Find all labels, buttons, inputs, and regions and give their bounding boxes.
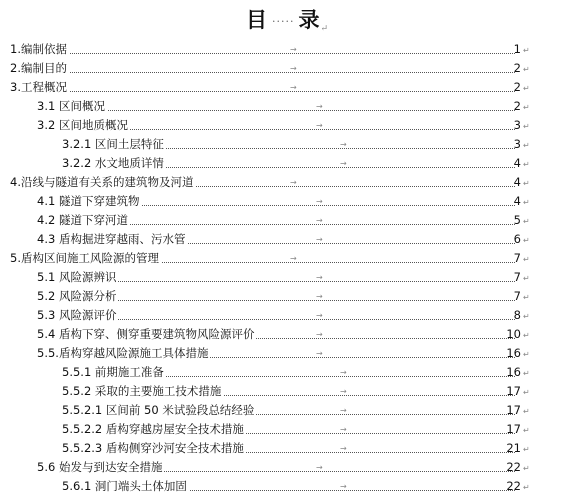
paragraph-mark-icon: ↵ <box>523 255 530 264</box>
toc-entry[interactable] <box>0 173 575 192</box>
toc-dot-leader <box>10 53 515 54</box>
tab-mark-icon: → <box>340 159 347 168</box>
toc-title <box>0 4 575 34</box>
toc-entry[interactable] <box>0 325 575 344</box>
paragraph-mark-icon: ↵ <box>523 331 530 340</box>
paragraph-mark-icon: ↵ <box>523 369 530 378</box>
toc-entry[interactable] <box>0 306 575 325</box>
tab-mark-icon: → <box>316 102 323 111</box>
tab-mark-icon: → <box>316 121 323 130</box>
toc-entry-page: 7 <box>513 251 521 265</box>
paragraph-mark-icon: ↵ <box>523 160 530 169</box>
toc-entry-label: 5.5.盾构穿越风险源施工具体措施 <box>37 344 210 363</box>
toc-entry-label: 5.6 始发与到达安全措施 <box>37 458 164 477</box>
toc-entry-label: 5.1 风险源辨识 <box>37 268 118 287</box>
tab-mark-icon: → <box>316 463 323 472</box>
toc-entry[interactable] <box>0 477 575 496</box>
toc-entry[interactable] <box>0 249 575 268</box>
toc-entry-label: 5.5.2.3 盾构侧穿沙河安全技术措施 <box>62 439 246 458</box>
toc-entry[interactable] <box>0 401 575 420</box>
tab-mark-icon: → <box>290 64 297 73</box>
toc-title-left: 目 <box>245 7 268 32</box>
toc-entry-label: 1.编制依据 <box>10 40 69 59</box>
toc-entry-label: 5.5.2 采取的主要施工技术措施 <box>62 382 223 401</box>
paragraph-mark-icon: ↵ <box>523 388 530 397</box>
tab-mark-icon: → <box>290 178 297 187</box>
tab-mark-icon: → <box>340 425 347 434</box>
toc-entry-label: 5.2 风险源分析 <box>37 287 118 306</box>
tab-mark-icon: → <box>316 273 323 282</box>
toc-entry-label: 5.5.2.2 盾构穿越房屋安全技术措施 <box>62 420 246 439</box>
toc-entry-label: 5.5.1 前期施工准备 <box>62 363 166 382</box>
toc-entry-page: 17 <box>506 403 521 417</box>
paragraph-mark-icon: ↵ <box>523 483 530 492</box>
toc-dot-leader <box>37 110 515 111</box>
toc-entry-label: 2.编制目的 <box>10 59 69 78</box>
paragraph-mark-icon: ↵ <box>523 426 530 435</box>
paragraph-mark-icon: ↵ <box>523 198 530 207</box>
toc-entry-page: 17 <box>506 384 521 398</box>
toc-entry-page: 17 <box>506 422 521 436</box>
toc-entry-page: 22 <box>506 460 521 474</box>
toc-entry-label: 3.工程概况 <box>10 78 69 97</box>
tab-mark-icon: → <box>340 387 347 396</box>
tab-mark-icon: → <box>340 140 347 149</box>
toc-entry-page: 10 <box>506 327 521 341</box>
tab-mark-icon: → <box>316 292 323 301</box>
toc-title-gap: ····· <box>271 15 295 28</box>
paragraph-mark-icon: ↵ <box>523 236 530 245</box>
toc-entry-label: 5.5.2.1 区间前 50 米试验段总结经验 <box>62 401 256 420</box>
toc-entry-label: 3.2.2 水文地质详情 <box>62 154 166 173</box>
toc-entry[interactable] <box>0 363 575 382</box>
toc-entry[interactable] <box>0 439 575 458</box>
toc-entry-page: 22 <box>506 479 521 493</box>
tab-mark-icon: → <box>316 235 323 244</box>
paragraph-mark-icon: ↵ <box>523 407 530 416</box>
toc-entry-label: 3.1 区间概况 <box>37 97 107 116</box>
paragraph-mark-icon: ↵ <box>523 217 530 226</box>
toc-entry-page: 2 <box>513 99 521 113</box>
paragraph-mark-icon: ↵ <box>523 65 530 74</box>
toc-dot-leader <box>10 91 515 92</box>
paragraph-mark-icon: ↵ <box>523 84 530 93</box>
paragraph-mark-icon: ↵ <box>523 103 530 112</box>
toc-entry-label: 4.3 盾构掘进穿越雨、污水管 <box>37 230 187 249</box>
toc-entry[interactable] <box>0 287 575 306</box>
toc-entry-label: 5.6.1 洞门端头土体加固 <box>62 477 189 496</box>
paragraph-mark-icon: ↵ <box>523 293 530 302</box>
tab-mark-icon: → <box>340 368 347 377</box>
toc-entry-page: 7 <box>513 270 521 284</box>
tab-mark-icon: → <box>340 482 347 491</box>
toc-entry-label: 4.沿线与隧道有关系的建筑物及河道 <box>10 173 195 192</box>
paragraph-mark-icon: ↵ <box>320 24 330 34</box>
toc-entry[interactable] <box>0 420 575 439</box>
toc-entry[interactable] <box>0 382 575 401</box>
paragraph-mark-icon: ↵ <box>523 179 530 188</box>
paragraph-mark-icon: ↵ <box>523 141 530 150</box>
toc-entry-page: 8 <box>513 308 521 322</box>
toc-entry[interactable] <box>0 230 575 249</box>
paragraph-mark-icon: ↵ <box>523 312 530 321</box>
toc-entry-page: 7 <box>513 289 521 303</box>
toc-entry-label: 5.3 风险源评价 <box>37 306 118 325</box>
tab-mark-icon: → <box>290 45 297 54</box>
tab-mark-icon: → <box>316 349 323 358</box>
tab-mark-icon: → <box>316 311 323 320</box>
toc-entry[interactable] <box>0 154 575 173</box>
toc-entry[interactable] <box>0 116 575 135</box>
toc-entry[interactable] <box>0 135 575 154</box>
paragraph-mark-icon: ↵ <box>523 464 530 473</box>
toc-entry[interactable] <box>0 344 575 363</box>
toc-entry[interactable] <box>0 211 575 230</box>
toc-entry[interactable] <box>0 268 575 287</box>
toc-entry-page: 16 <box>506 365 521 379</box>
tab-mark-icon: → <box>316 216 323 225</box>
toc-entry-page: 3 <box>513 118 521 132</box>
paragraph-mark-icon: ↵ <box>523 122 530 131</box>
paragraph-mark-icon: ↵ <box>523 274 530 283</box>
toc-entry-label: 3.2 区间地质概况 <box>37 116 130 135</box>
tab-mark-icon: → <box>290 83 297 92</box>
paragraph-mark-icon: ↵ <box>523 46 530 55</box>
toc-entry-page: 4 <box>513 194 521 208</box>
paragraph-mark-icon: ↵ <box>523 445 530 454</box>
tab-mark-icon: → <box>316 197 323 206</box>
toc-entry[interactable] <box>0 458 575 477</box>
toc-entry-label: 4.1 隧道下穿建筑物 <box>37 192 141 211</box>
toc-entry-label: 3.2.1 区间土层特征 <box>62 135 166 154</box>
tab-mark-icon: → <box>340 406 347 415</box>
toc-entry-page: 3 <box>513 137 521 151</box>
toc-entry-page: 2 <box>513 61 521 75</box>
toc-entry[interactable] <box>0 192 575 211</box>
tab-mark-icon: → <box>340 444 347 453</box>
toc-entry-page: 4 <box>513 175 521 189</box>
toc-entry-page: 5 <box>513 213 521 227</box>
tab-mark-icon: → <box>316 330 323 339</box>
toc-entry[interactable] <box>0 40 575 59</box>
toc-entry-page: 21 <box>506 441 521 455</box>
toc-title-right: 录 <box>298 7 321 32</box>
toc-entry-label: 5.盾构区间施工风险源的管理 <box>10 249 161 268</box>
toc-entry-page: 4 <box>513 156 521 170</box>
toc-entry-page: 1 <box>513 42 521 56</box>
tab-mark-icon: → <box>290 254 297 263</box>
toc-entry-page: 2 <box>513 80 521 94</box>
toc-entry-label: 4.2 隧道下穿河道 <box>37 211 130 230</box>
toc-entry-label: 5.4 盾构下穿、侧穿重要建筑物风险源评价 <box>37 325 256 344</box>
toc-entry-page: 16 <box>506 346 521 360</box>
toc-dot-leader <box>10 72 515 73</box>
toc-entry[interactable] <box>0 78 575 97</box>
paragraph-mark-icon: ↵ <box>523 350 530 359</box>
toc-entry[interactable] <box>0 59 575 78</box>
toc-entry-page: 6 <box>513 232 521 246</box>
toc-entry[interactable] <box>0 97 575 116</box>
